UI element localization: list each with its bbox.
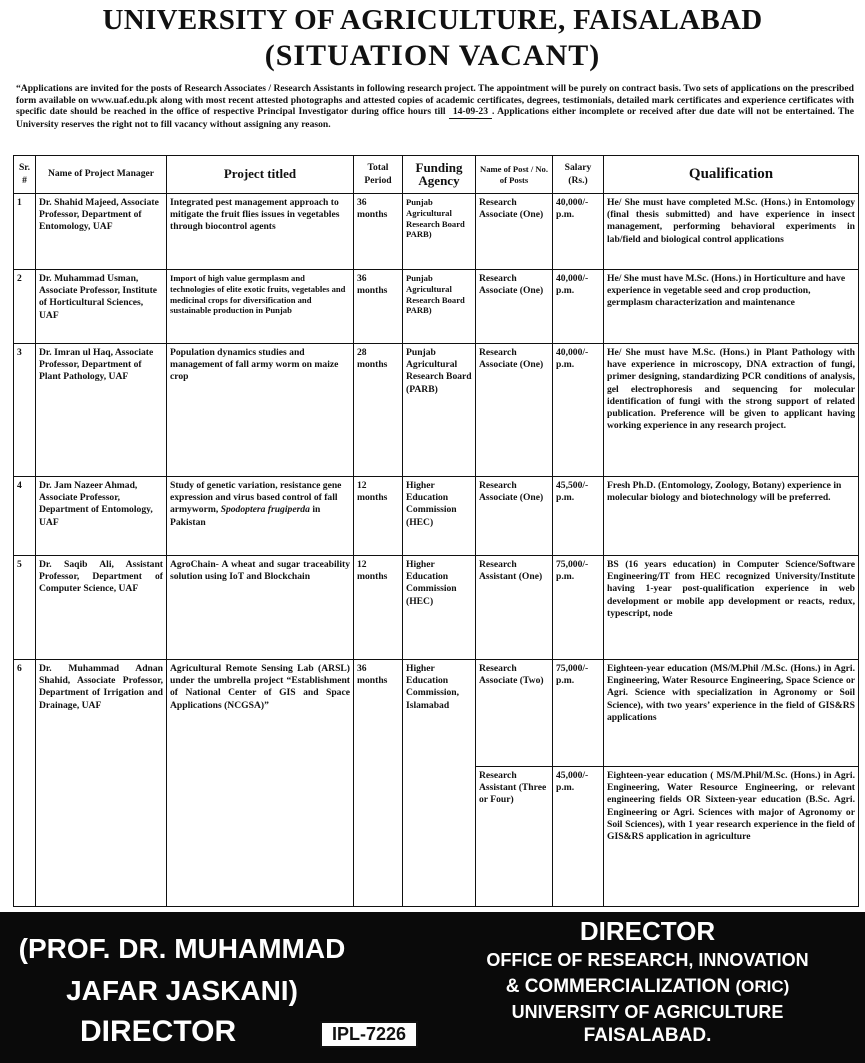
office-abbr: (ORIC) xyxy=(735,977,790,996)
cell-sr: 5 xyxy=(14,556,36,660)
office-title: DIRECTOR xyxy=(579,916,716,946)
cell-post: Research Associate (One) xyxy=(476,344,553,477)
col-header-manager: Name of Project Manager xyxy=(36,156,167,194)
university-title: UNIVERSITY OF AGRICULTURE, FAISALABAD xyxy=(102,4,763,36)
cell-post: Research Associate (Two) xyxy=(476,660,553,767)
cell-post: Research Assistant (One) xyxy=(476,556,553,660)
cell-salary: 40,000/- p.m. xyxy=(553,194,604,270)
signatory-name xyxy=(12,928,352,1012)
cell-salary: 40,000/- p.m. xyxy=(553,270,604,344)
cell-qualification: Eighteen-year education ( MS/M.Phil/M.Sc. (Hons.) in Agri. Engineering, Water Resource Engineering, or relevant engineering fields OR Sixteen-year education (B.Sc. Agri. Engineering or Agri. Sciences with major of Agronomy or Soil Sciences), with 1 year research experience in the field of GIS&RS application in agriculture xyxy=(604,767,859,907)
intro-text-before-date: “Applications are invited for the posts of Research Associates / Research Assistants in following research project. The appointment will be purely on contract basis. Two sets of applications on the prescribed form available on www.uaf.edu.pk along with most recent attested photographs and attested copies of academic certificates, degrees, testimonials, detailed mark certificates and experience certificates with specific date should be reached in the office of respective Principal Investigator during office hours till xyxy=(16,83,854,117)
cell-project: Agricultural Remote Sensing Lab (ARSL) under the umbrella project “Establishment of National Center of GIS and Space Applications (NCGSA)” xyxy=(167,660,354,907)
cell-project: Integrated pest management approach to mitigate the fruit flies issues in vegetables through biocontrol agents xyxy=(167,194,354,270)
col-header-period: Total Period xyxy=(354,156,403,194)
cell-project: AgroChain- A wheat and sugar traceability solution using IoT and Blockchain xyxy=(167,556,354,660)
cell-post: Research Associate (One) xyxy=(476,194,553,270)
office-line2 xyxy=(430,973,865,1000)
cell-manager: Dr. Imran ul Haq, Associate Professor, Department of Plant Pathology, UAF xyxy=(36,344,167,477)
last-date: 14-09-23 xyxy=(449,106,492,119)
cell-agency: Higher Education Commission (HEC) xyxy=(403,477,476,556)
cell-qualification: BS (16 years education) in Computer Science/Software Engineering/IT from HEC recognized University/Institute having 1-year post-qualification experience in web development or mobile app development or reacts, redux, typescript, node xyxy=(604,556,859,660)
cell-project: Population dynamics studies and management of fall army worm on maize crop xyxy=(167,344,354,477)
cell-qualification: Fresh Ph.D. (Entomology, Zoology, Botany) experience in molecular biology and biotechnology will be preferred. xyxy=(604,477,859,556)
cell-qualification: He/ She must have completed M.Sc. (Hons.) in Entomology (final thesis submitted) and have experience in insect management, performing behavioral experiments in lab/field and biological control applications xyxy=(604,194,859,270)
cell-manager: Dr. Muhammad Adnan Shahid, Associate Professor, Department of Irrigation and Drainage, UAF xyxy=(36,660,167,907)
cell-agency: Punjab Agricultural Research Board PARB) xyxy=(403,270,476,344)
cell-sr: 3 xyxy=(14,344,36,477)
cell-manager: Dr. Muhammad Usman, Associate Professor, Institute of Horticultural Sciences, UAF xyxy=(36,270,167,344)
office-line3: UNIVERSITY OF AGRICULTURE xyxy=(511,1002,784,1022)
table-header-row xyxy=(14,156,859,194)
table-row xyxy=(14,660,859,767)
col-header-post: Name of Post / No. of Posts xyxy=(476,156,553,194)
species-name: Spodoptera frugiperda xyxy=(220,504,310,516)
cell-qualification: Eighteen-year education (MS/M.Phil /M.Sc. (Hons.) in Agri. Engineering, Water Resource Engineering, Space Science or Agri. Science with specialization in Agronomy or Soil Science), with two years’ experience in the field of GIS&RS applications xyxy=(604,660,859,767)
cell-project xyxy=(167,477,354,556)
cell-period: 12 months xyxy=(354,556,403,660)
cell-salary: 40,000/- p.m. xyxy=(553,344,604,477)
cell-sr: 1 xyxy=(14,194,36,270)
situation-vacant-heading: (SITUATION VACANT) xyxy=(264,39,601,72)
ipl-code-box: IPL-7226 xyxy=(320,1021,418,1048)
cell-agency: Punjab Agricultural Research Board (PARB) xyxy=(403,344,476,477)
cell-salary: 45,500/- p.m. xyxy=(553,477,604,556)
vacancy-table xyxy=(13,155,859,907)
col-header-salary: Salary (Rs.) xyxy=(553,156,604,194)
cell-manager: Dr. Saqib Ali, Assistant Professor, Department of Computer Science, UAF xyxy=(36,556,167,660)
intro-text-after-date: . Applications either incomplete or received after due date will not be entertained. The University reserves the right not to fill vacancy without assigning any reason. xyxy=(16,106,854,130)
cell-sr: 2 xyxy=(14,270,36,344)
office-line2-text: & COMMERCIALIZATION xyxy=(505,976,731,997)
cell-salary: 75,000/- p.m. xyxy=(553,660,604,767)
cell-period: 12 months xyxy=(354,477,403,556)
cell-sr: 6 xyxy=(14,660,36,907)
cell-post: Research Assistant (Three or Four) xyxy=(476,767,553,907)
office-line1: OFFICE OF RESEARCH, INNOVATION xyxy=(486,950,809,970)
cell-project: Import of high value germplasm and technologies of elite exotic fruits, vegetables and medicinal crops for diversification and sustainable production in Punjab xyxy=(167,270,354,344)
cell-salary: 45,000/- p.m. xyxy=(553,767,604,907)
cell-manager: Dr. Shahid Majeed, Associate Professor, Department of Entomology, UAF xyxy=(36,194,167,270)
cell-sr: 4 xyxy=(14,477,36,556)
cell-period: 36 months xyxy=(354,194,403,270)
cell-manager: Dr. Jam Nazeer Ahmad, Associate Professor, Department of Entomology, UAF xyxy=(36,477,167,556)
signatory-name-line2: JAFAR JASKANI) xyxy=(66,975,298,1006)
table-row xyxy=(14,556,859,660)
col-header-project: Project titled xyxy=(167,156,354,194)
col-header-qualification: Qualification xyxy=(604,156,859,194)
cell-agency: Higher Education Commission (HEC) xyxy=(403,556,476,660)
cell-post: Research Associate (One) xyxy=(476,270,553,344)
project-text: Study of genetic variation, resistance gene expression and virus based control of fall armyworm, xyxy=(170,480,342,516)
table-row xyxy=(14,194,859,270)
office-line4: FAISALABAD. xyxy=(583,1025,712,1046)
project-text-suffix: in Pakistan xyxy=(170,504,321,528)
signatory-title: DIRECTOR xyxy=(80,1015,237,1048)
col-header-sr: Sr. # xyxy=(14,156,36,194)
cell-post: Research Associate (One) xyxy=(476,477,553,556)
cell-period: 28 months xyxy=(354,344,403,477)
table-row xyxy=(14,270,859,344)
signatory-name-line1: (PROF. DR. MUHAMMAD xyxy=(18,933,346,964)
cell-agency: Higher Education Commission, Islamabad xyxy=(403,660,476,907)
col-header-agency: Funding Agency xyxy=(403,156,476,194)
table-row xyxy=(14,477,859,556)
table-row xyxy=(14,344,859,477)
cell-salary: 75,000/- p.m. xyxy=(553,556,604,660)
cell-period: 36 months xyxy=(354,660,403,907)
cell-qualification: He/ She must have M.Sc. (Hons.) in Plant Pathology with have experience in microscopy, DNA extraction of fungi, primer designing, standardizing PCR conditions of analysis, gel electrophoresis and sequencing for molecular identification of fungi with the strong support of related publication. Preference will be given to applicant having working experience in any research project. xyxy=(604,344,859,477)
cell-qualification: He/ She must have M.Sc. (Hons.) in Horticulture and have experience in vegetable seed and crop production, germplasm characterization and maintenance xyxy=(604,270,859,344)
intro-paragraph xyxy=(16,83,854,130)
cell-agency: Punjab Agricultural Research Board PARB) xyxy=(403,194,476,270)
office-address xyxy=(430,915,865,1048)
cell-period: 36 months xyxy=(354,270,403,344)
